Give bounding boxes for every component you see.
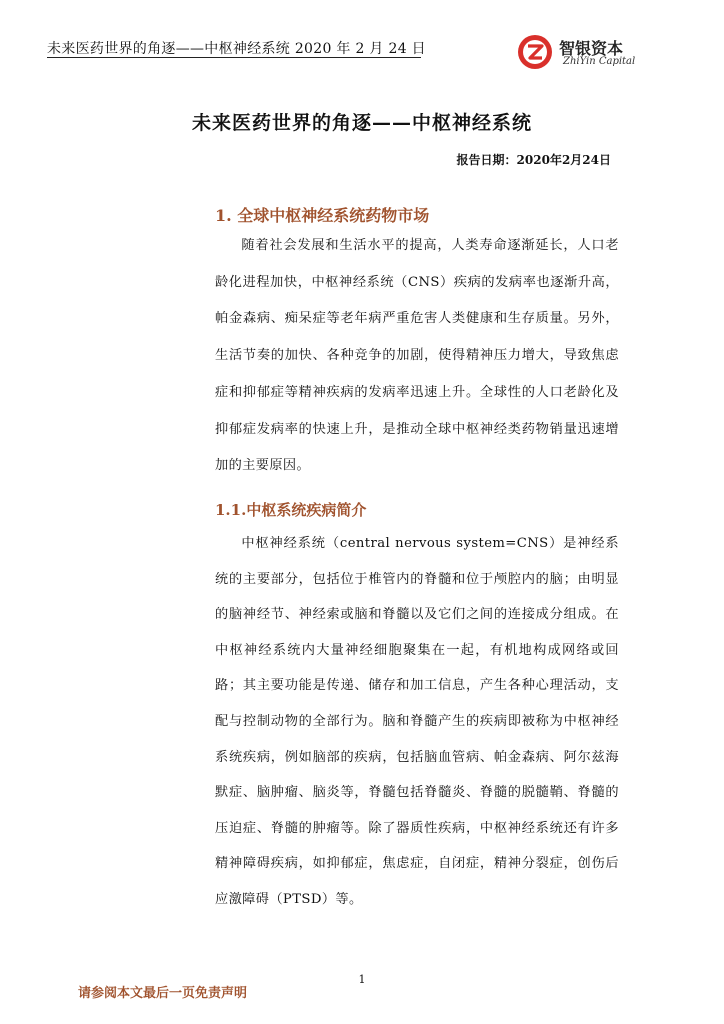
header-underline [47,57,421,58]
logo-english-name: ZhiYin Capital [563,56,636,67]
logo-chinese-name: 智银资本 [559,39,624,58]
page-number: 1 [358,973,366,986]
company-logo [517,34,677,74]
document-title: 未来医药世界的角逐——中枢神经系统 [191,112,532,134]
section-1-heading: 1. 全球中枢神经系统药物市场 [215,206,430,225]
running-header: 未来医药世界的角逐——中枢神经系统 2020 年 2 月 24 日 [47,41,426,57]
zhiyin-logo-icon [517,34,553,70]
section-1-1-heading: 1.1.中枢系统疾病简介 [215,501,367,519]
section-1-1-paragraph: 中枢神经系统（central nervous system=CNS）是神经系统的主要部分，包括位于椎管内的脊髓和位于颅腔内的脑；由明显的脑神经节、神经索或脑和脊髓以及它们之间的连接成分组成。在中枢神经系统内大量神经细胞聚集在一起，有机地构成网络或回路；其主要功能是传递、储存和加工信息，产生各种心理活动，支配与控制动物的全部行为。脑和脊髓产生的疾病即被称为中枢神经系统疾病，例如脑部的疾病，包括脑血管病、帕金森病、阿尔兹海默症、脑肿瘤、脑炎等，脊髓包括脊髓炎、脊髓的脱髓鞘、脊髓的压迫症、脊髓的肿瘤等。除了器质性疾病，中枢神经系统还有许多精神障碍疾病，如抑郁症，焦虑症，自闭症，精神分裂症，创伤后应激障碍（PTSD）等。 [215,536,619,907]
disclaimer-note: 请参阅本文最后一页免责声明 [78,986,248,1001]
section-1-paragraph: 随着社会发展和生活水平的提高，人类寿命逐渐延长，人口老龄化进程加快，中枢神经系统（CNS）疾病的发病率也逐渐升高，帕金森病、痴呆症等老年病严重危害人类健康和生存质量。另外，生活节奏的加快、各种竞争的加剧，使得精神压力增大，导致焦虑症和抑郁症等精神疾病的发病率迅速上升。全球性的人口老龄化及抑郁症发病率的快速上升，是推动全球中枢神经类药物销量迅速增加的主要原因。 [215,238,619,474]
report-date: 报告日期：2020年2月24日 [456,153,611,167]
